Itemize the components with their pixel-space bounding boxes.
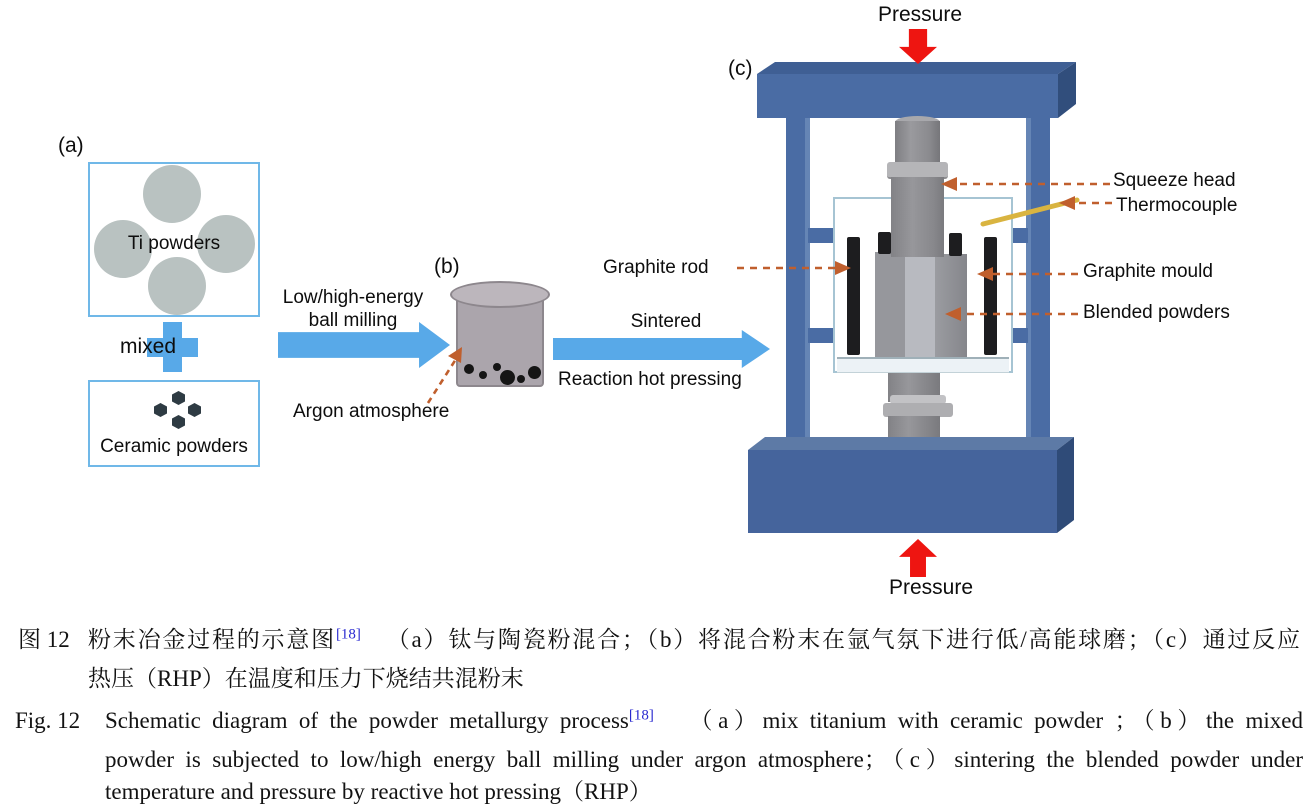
milling-ball [464,364,474,374]
ceramic-powders-label: Ceramic powders [100,436,248,457]
caption-zh-title: 粉末冶金过程的示意图 [88,627,336,652]
press-base-sideface [1057,437,1074,533]
ti-powder-particle [148,257,206,315]
press-column-left-highlight [805,118,810,438]
milling-label-line2: ball milling [308,310,398,331]
press-top-beam-topface [757,62,1076,74]
ceramic-particle [154,403,167,417]
ti-powders-label: Ti powders [127,233,221,254]
milling-ball [479,371,487,379]
caption-zh-line2: 热压（RHP）在温度和压力下烧结共混粉末 [88,666,524,691]
argon-atmosphere-label: Argon atmosphere [293,401,450,422]
press-stub-right-lower [1011,328,1028,343]
graphite-rod-outer-left [847,237,860,355]
reference-superscript: [18] [335,626,361,643]
press-stub-left-lower [808,328,833,343]
milling-ball [528,366,541,379]
mixed-label: mixed [120,335,177,358]
bottom-ram-collar [883,403,953,417]
caption-zh-line1 [0,625,1300,655]
press-top-beam [757,74,1058,118]
reference-superscript: [18] [628,707,654,724]
press-top-beam-sideface [1058,62,1076,118]
milling-ball [500,370,515,385]
milling-ball [517,375,525,383]
ti-powders-box [88,162,260,317]
sintered-label: Sintered [630,311,702,332]
graphite-rod-inner-right [949,233,962,256]
panel-a-label: (a) [58,134,84,157]
caption-zh-figno: 图 12 [18,627,70,652]
caption-zh-subitems: （a）钛与陶瓷粉混合；（b）将混合粉末在氩气氛下进行低/高能球磨；（c）通过反应 [384,627,1300,652]
graphite-rod-outer-right [984,237,997,355]
press-stub-left-upper [808,228,833,243]
press-stub-right-upper [1011,228,1028,243]
graphite-mould-left-block [875,252,905,357]
flow-arrow-sintering [553,330,770,368]
top-ram-shaft [891,177,944,257]
press-column-right-highlight [1026,118,1031,438]
milling-ball [493,363,501,371]
graphite-rod-inner-left [878,232,891,254]
press-column-left [786,118,810,438]
ceramic-powders-box [88,380,260,467]
caption-en-line1 [0,706,1303,736]
container-lid [450,281,550,308]
caption-en-subitems: （a）mix titanium with ceramic powder ；（b）the mixed [683,708,1303,733]
ceramic-particle [188,403,201,417]
ceramic-particle [172,415,185,429]
blended-powders-label: Blended powders [1083,302,1230,323]
caption-en-figno: Fig. 12 [15,708,81,733]
press-base-topface [748,437,1074,450]
caption-en-title: Schematic diagram of the powder metallurgy process [105,708,629,733]
pressure-bottom-label: Pressure [888,576,974,599]
milling-label-line1: Low/high-energy [282,287,424,308]
press-column-right [1026,118,1050,438]
caption-en-line3: temperature and pressure by reactive hot pressing（RHP） [105,779,652,804]
ceramic-particle [172,391,185,405]
squeeze-head-label: Squeeze head [1113,170,1236,191]
thermocouple-label: Thermocouple [1116,195,1238,216]
press-base [748,450,1057,533]
chamber-platform [837,357,1009,373]
panel-b-label: (b) [434,255,460,278]
pressure-arrow-top [899,29,937,64]
blended-powders-column [905,257,935,357]
graphite-mould-label: Graphite mould [1083,261,1213,282]
pressure-top-label: Pressure [877,3,963,26]
pressure-arrow-bottom [899,539,937,577]
graphite-mould-right-block [935,254,967,357]
top-ram-cylinder [895,121,940,166]
bottom-ram-shaft-lower [888,416,940,437]
panel-c-label: (c) [728,57,753,80]
thermocouple-arrowhead-icon [1059,196,1075,210]
ti-powder-particle [143,165,201,223]
milling-container [450,281,552,391]
reaction-hot-pressing-label: Reaction hot pressing [558,369,742,390]
caption-en-line2: powder is subjected to low/high energy ball milling under argon atmosphere；（c）sintering the blended powder under [105,747,1303,772]
graphite-rod-label: Graphite rod [603,257,709,278]
